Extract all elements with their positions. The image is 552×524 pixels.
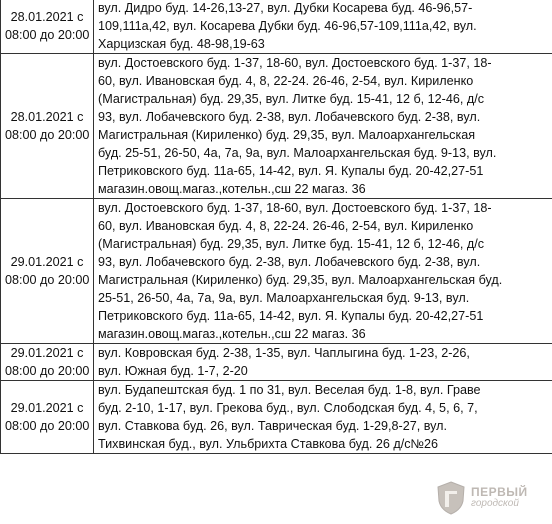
- address-line: вул. Будапештская буд. 1 по 31, вул. Веселая буд. 1-8, вул. Граве: [98, 383, 481, 397]
- address-line: Магистральная (Кириленко) буд. 29,35, вул. Малоархангельская: [98, 128, 476, 142]
- time-range-text: 08:00 до 20:00: [5, 273, 90, 287]
- time-range-text: 08:00 до 20:00: [5, 364, 90, 378]
- date-cell: [1, 381, 94, 454]
- watermark-title: ПЕРВЫЙ: [471, 485, 528, 499]
- address-cell: [94, 54, 552, 199]
- date-text: 28.01.2021 с: [10, 10, 84, 24]
- date-cell: [1, 199, 94, 344]
- watermark-subtitle: городской: [471, 498, 519, 509]
- address-line: вул. Достоевского буд. 1-37, 18-60, вул. Достоевского буд. 1-37, 18-: [98, 56, 492, 70]
- watermark-text: [471, 486, 528, 510]
- address-cell: [94, 381, 552, 454]
- table-row: [1, 199, 552, 344]
- table-body: [1, 0, 552, 454]
- address-line: Харцизская буд. 48-98,19-63: [98, 37, 265, 51]
- address-line: вул. Южная буд. 1-7, 2-20: [98, 364, 248, 378]
- table-row: [1, 54, 552, 199]
- address-line: 60, вул. Ивановская буд. 4, 8, 22-24. 26-46, 2-54, вул. Кириленко: [98, 219, 474, 233]
- watermark: [436, 478, 546, 518]
- address-line: 25-51, 26-50, 4а, 7а, 9а, вул. Малоархангельская буд. 9-13, вул.: [98, 291, 470, 305]
- address-line: Петриковского буд. 11а-65, 14-42, вул. Я. Купалы буд. 20-42,27-51: [98, 309, 484, 323]
- address-line: вул. Ставкова буд. 26, вул. Таврическая буд. 1-29,8-27, вул.: [98, 419, 448, 433]
- address-line: Петриковского буд. 11а-65, 14-42, вул. Я. Купалы буд. 20-42,27-51: [98, 164, 484, 178]
- date-text: 28.01.2021 с: [10, 110, 84, 124]
- date-text: 29.01.2021 с: [10, 401, 84, 415]
- address-line: буд. 25-51, 26-50, 4а, 7а, 9а, вул. Малоархангельская буд. 9-13, вул.: [98, 146, 497, 160]
- address-line: Магистральная (Кириленко) буд. 29,35, вул. Малоархангельская буд.: [98, 273, 503, 287]
- date-text: 29.01.2021 с: [10, 346, 84, 360]
- address-cell: [94, 199, 552, 344]
- address-line: (Магистральная) буд. 29,35, вул. Литке буд. 15-41, 12 б, 12-46, д/с: [98, 237, 485, 251]
- address-line: магазин.овощ.магаз.,котельн.,сш 22 магаз. 36: [98, 182, 366, 196]
- address-cell: [94, 0, 552, 54]
- date-cell: [1, 0, 94, 54]
- address-line: 60, вул. Ивановская буд. 4, 8, 22-24. 26-46, 2-54, вул. Кириленко: [98, 74, 474, 88]
- time-range-text: 08:00 до 20:00: [5, 419, 90, 433]
- address-cell: [94, 344, 552, 381]
- address-line: Тихвинская буд., вул. Ульбрихта Ставкова буд. 26 д/с№26: [98, 437, 439, 451]
- time-range-text: 08:00 до 20:00: [5, 128, 90, 142]
- date-cell: [1, 54, 94, 199]
- table-row: [1, 344, 552, 381]
- address-line: 93, вул. Лобачевского буд. 2-38, вул. Лобачевского буд. 2-38, вул.: [98, 110, 481, 124]
- date-cell: [1, 344, 94, 381]
- address-line: буд. 2-10, 1-17, вул. Грекова буд., вул. Слободская буд. 4, 5, 6, 7,: [98, 401, 478, 415]
- table-row: [1, 0, 552, 54]
- address-line: 109,111а,42, вул. Косарева Дубки буд. 46-96,57-109,111а,42, вул.: [98, 19, 477, 33]
- address-line: (Магистральная) буд. 29,35, вул. Литке буд. 15-41, 12 б, 12-46, д/с: [98, 92, 485, 106]
- address-line: магазин.овощ.магаз.,котельн.,сш 22 магаз. 36: [98, 327, 366, 341]
- date-text: 29.01.2021 с: [10, 255, 84, 269]
- address-line: вул. Достоевского буд. 1-37, 18-60, вул. Достоевского буд. 1-37, 18-: [98, 201, 492, 215]
- address-line: 93, вул. Лобачевского буд. 2-38, вул. Лобачевского буд. 2-38, вул.: [98, 255, 481, 269]
- shield-emblem-icon: [436, 481, 466, 515]
- time-range-text: 08:00 до 20:00: [5, 28, 90, 42]
- address-line: вул. Дидро буд. 14-26,13-27, вул. Дубки Косарева буд. 46-96,57-: [98, 1, 473, 15]
- table-row: [1, 381, 552, 454]
- address-line: вул. Ковровская буд. 2-38, 1-35, вул. Чаплыгина буд. 1-23, 2-26,: [98, 346, 470, 360]
